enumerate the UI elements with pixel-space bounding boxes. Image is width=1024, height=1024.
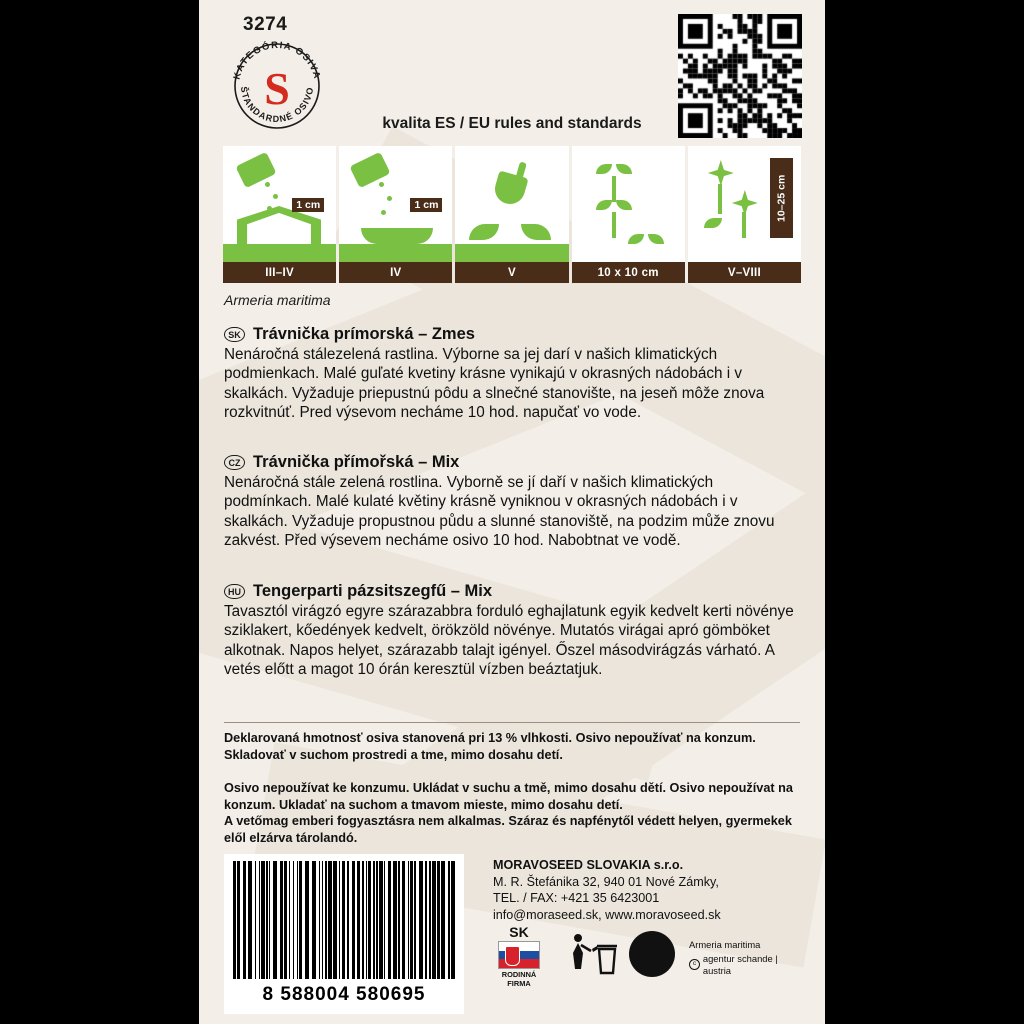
divider — [224, 722, 800, 723]
pictogram-spacing — [572, 146, 685, 283]
footer-icons — [493, 925, 803, 1000]
quality-line: kvalita ES / EU rules and standards — [382, 115, 642, 132]
barcode-number: 8 588004 580695 — [262, 984, 426, 1005]
lang-badge-cz: CZ — [224, 455, 245, 470]
barcode — [224, 854, 464, 1014]
pictogram-label: V — [455, 262, 568, 283]
legal-text-cz: Osivo nepoužívat ke konzumu. Ukládat v suchu a tmě, mimo dosahu dětí. Osivo nepoužívat na konzum. Ukladať na suchom a tmavom mieste, mimo dosahu detí. — [224, 781, 793, 812]
latin-name: Armeria maritima — [224, 292, 331, 308]
company-name: MORAVOSEED SLOVAKIA s.r.o. — [493, 858, 684, 872]
height-tag: 10–25 cm — [770, 158, 793, 238]
article-number: 3274 — [243, 14, 288, 35]
waste-bin-icon — [565, 931, 621, 977]
pictogram-sowing-indoors — [223, 146, 336, 283]
sk-family-firm-label: RODINNÁ FIRMA — [501, 970, 537, 988]
seed-packet-back — [199, 0, 825, 1024]
description-sk — [224, 325, 800, 423]
company-info — [493, 857, 803, 923]
depth-tag: 1 cm — [410, 198, 442, 212]
pictogram-flowering-height — [688, 146, 801, 283]
description-text-hu: Tavasztól virágzó egyre szárazabbra forduló eghajlatunk egyik kedvelt kerti növénye sziklakert, kőedények kedvelt, örökzöld növénye. Mutatós virágai apró gömböket alkotnak. Napos helyet, szárazabb talajt igényel. Őszel másodvirágzás várható. A vetés előtt a magot 10 órán keresztül vízben beáztatjuk. — [224, 603, 794, 679]
lang-badge-hu: HU — [224, 584, 245, 599]
copyright-icon: c — [689, 959, 700, 970]
legal-text-hu: A vetőmag emberi fogyasztásra nem alkalmas. Száraz és napfénytől védett helyen, gyermekek elől elzárva tárolandó. — [224, 814, 792, 845]
description-hu — [224, 582, 800, 680]
description-text-cz: Nenáročná stále zelená rostlina. Vyborně se jí daří v našich klimatických podmínkach. Malé kulaté květiny krásně vyniknou v okrasných nádobách i v skalkách. Vyžaduje propustnou půdu a slunné stanoviště, na podzim může znovu zakvést. Před výsevem necháme osivo 10 hod. Nabobtnat ve vodě. — [224, 474, 775, 550]
design-credit — [689, 939, 807, 976]
variety-title-sk: Trávnička prímorská – Zmes — [253, 325, 475, 343]
growing-instructions-strip — [223, 146, 801, 283]
slovak-flag-icon — [498, 941, 540, 969]
pictogram-label: 10 x 10 cm — [572, 262, 685, 283]
variety-title-cz: Trávnička přímořská – Mix — [253, 453, 460, 471]
pictogram-sowing-outdoors — [339, 146, 452, 283]
company-phone: TEL. / FAX: +421 35 6423001 — [493, 891, 660, 906]
pictogram-label: IV — [339, 262, 452, 283]
slovak-family-firm-mark — [493, 925, 545, 988]
description-text-sk: Nenáročná stálezelená rastlina. Výborne sa jej darí v našich klimatických podmienkach. Malé guľaté kvetiny krásne vynikajú v okrasných nádobách i v skalkách. Vyžaduje priepustnú pôdu a slnečné stanovište, na jeseň môže znova rozkvitnúť. Pred výsevom necháme 10 hod. napučať vo vode. — [224, 346, 765, 422]
svg-text:ŠTANDARDNÉ OSIVO: ŠTANDARDNÉ OSIVO — [238, 85, 316, 125]
lang-badge-sk: SK — [224, 327, 245, 342]
sk-label: SK — [509, 924, 529, 940]
green-dot-recycle-icon — [627, 929, 677, 979]
credit-agency: agentur schande | austria — [702, 952, 778, 976]
svg-text:KATEGÓRIA OSIVA: KATEGÓRIA OSIVA — [231, 39, 323, 81]
description-cz — [224, 453, 800, 551]
variety-title-hu: Tengerparti pázsitszegfű – Mix — [253, 582, 492, 600]
legal-text-sk: Deklarovaná hmotnosť osiva stanovená pri 13 % vlhkosti. Osivo nepoužívať na konzum. Skladovať v suchom prostredi a tme, mimo dosahu detí. — [224, 731, 756, 762]
depth-tag: 1 cm — [292, 198, 324, 212]
company-web: info@moraseed.sk, www.moravoseed.sk — [493, 907, 721, 922]
pictogram-transplanting — [455, 146, 568, 283]
pictogram-label: III–IV — [223, 262, 336, 283]
pictogram-label: V–VIII — [688, 262, 801, 283]
svg-text:S: S — [264, 63, 290, 114]
company-address: M. R. Štefánika 32, 940 01 Nové Zámky, — [493, 874, 719, 889]
credit-species: Armeria maritima — [689, 939, 761, 950]
